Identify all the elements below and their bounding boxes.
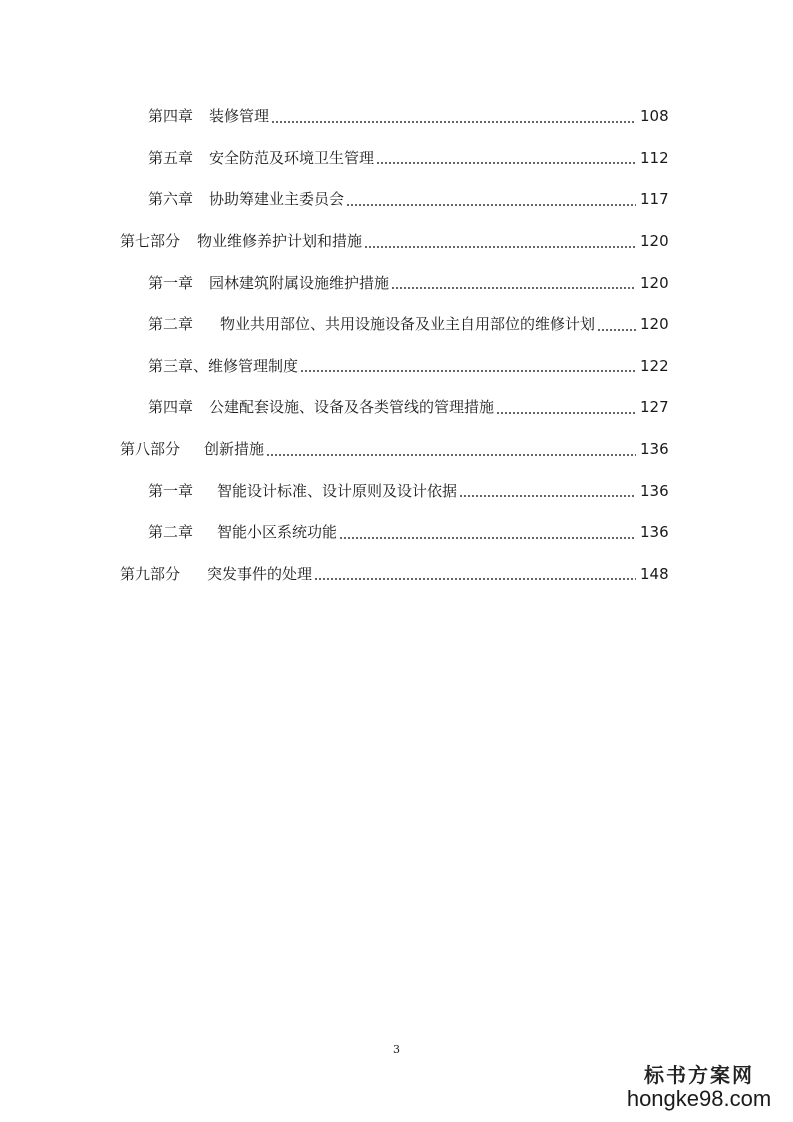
toc-entry-page: 136 [640, 481, 669, 500]
toc-entry-label: 第五章 [148, 148, 194, 167]
dot-leader [597, 329, 636, 331]
toc-entry-page: 120 [640, 315, 669, 334]
toc-entry-page: 136 [640, 523, 669, 542]
toc-entry-title: 创新措施 [204, 440, 265, 459]
toc-entry-label: 第一章 [148, 273, 194, 292]
dot-leader [346, 204, 636, 206]
toc-entry[interactable] [0, 429, 793, 471]
dot-leader [391, 287, 636, 289]
toc-entry-label: 第四章 [148, 107, 194, 126]
toc-entry[interactable] [0, 304, 793, 346]
toc-entry-title: 装修管理 [209, 107, 270, 126]
toc-entry-label: 第八部分 [120, 440, 181, 459]
toc-entry[interactable] [0, 96, 793, 138]
toc-entry-title: 物业共用部位、共用设施设备及业主自用部位的维修计划 [220, 315, 596, 334]
page-number: 3 [393, 1043, 400, 1056]
toc-entry-page: 120 [640, 232, 669, 251]
toc-entry-page: 117 [640, 190, 669, 209]
toc-entry-label: 第三章、 [148, 356, 209, 375]
toc-entry-page: 120 [640, 273, 669, 292]
toc-entry-label: 第四章 [148, 398, 194, 417]
toc-entry-title: 智能小区系统功能 [217, 523, 338, 542]
toc-entry[interactable] [0, 138, 793, 180]
toc-entry-label: 第一章 [148, 481, 194, 500]
dot-leader [459, 495, 636, 497]
toc-entry-title: 突发事件的处理 [207, 564, 313, 583]
toc-entry-label: 第七部分 [120, 232, 181, 251]
dot-leader [339, 537, 636, 539]
watermark-logo [619, 1059, 779, 1112]
dot-leader [496, 412, 636, 414]
toc-entry-label: 第六章 [148, 190, 194, 209]
toc-entry-page: 112 [640, 148, 669, 167]
toc-entry-label: 第九部分 [120, 564, 181, 583]
toc-entry-title: 物业维修养护计划和措施 [197, 232, 363, 251]
dot-leader [271, 121, 636, 123]
dot-leader [300, 370, 636, 372]
toc-entry-page: 122 [640, 356, 669, 375]
watermark-name: 标书方案网 [644, 1063, 754, 1087]
toc-entry-title: 公建配套设施、设备及各类管线的管理措施 [209, 398, 495, 417]
toc-entry-label: 第二章 [148, 315, 194, 334]
toc-entry-title: 智能设计标准、设计原则及设计依据 [217, 481, 458, 500]
toc-entry[interactable] [0, 554, 793, 596]
dot-leader [314, 578, 636, 580]
toc-entry[interactable] [0, 512, 793, 554]
toc-entry[interactable] [0, 470, 793, 512]
toc-entry-page: 136 [640, 440, 669, 459]
toc-entry[interactable] [0, 387, 793, 429]
toc-entry-page: 148 [640, 564, 669, 583]
toc-entry-label: 第二章 [148, 523, 194, 542]
dot-leader [376, 162, 636, 164]
watermark-url: hongke98.com [626, 1086, 772, 1111]
toc-entry-page: 108 [640, 107, 669, 126]
toc-entry[interactable] [0, 221, 793, 263]
table-of-contents [0, 96, 793, 595]
toc-entry[interactable] [0, 262, 793, 304]
dot-leader [266, 454, 636, 456]
dot-leader [364, 246, 636, 248]
toc-entry[interactable] [0, 346, 793, 388]
toc-entry-page: 127 [640, 398, 669, 417]
toc-entry-title: 协助筹建业主委员会 [209, 190, 345, 209]
toc-entry-title: 安全防范及环境卫生管理 [209, 148, 375, 167]
toc-entry[interactable] [0, 179, 793, 221]
toc-entry-title: 园林建筑附属设施维护措施 [209, 273, 390, 292]
toc-entry-title: 维修管理制度 [208, 356, 299, 375]
